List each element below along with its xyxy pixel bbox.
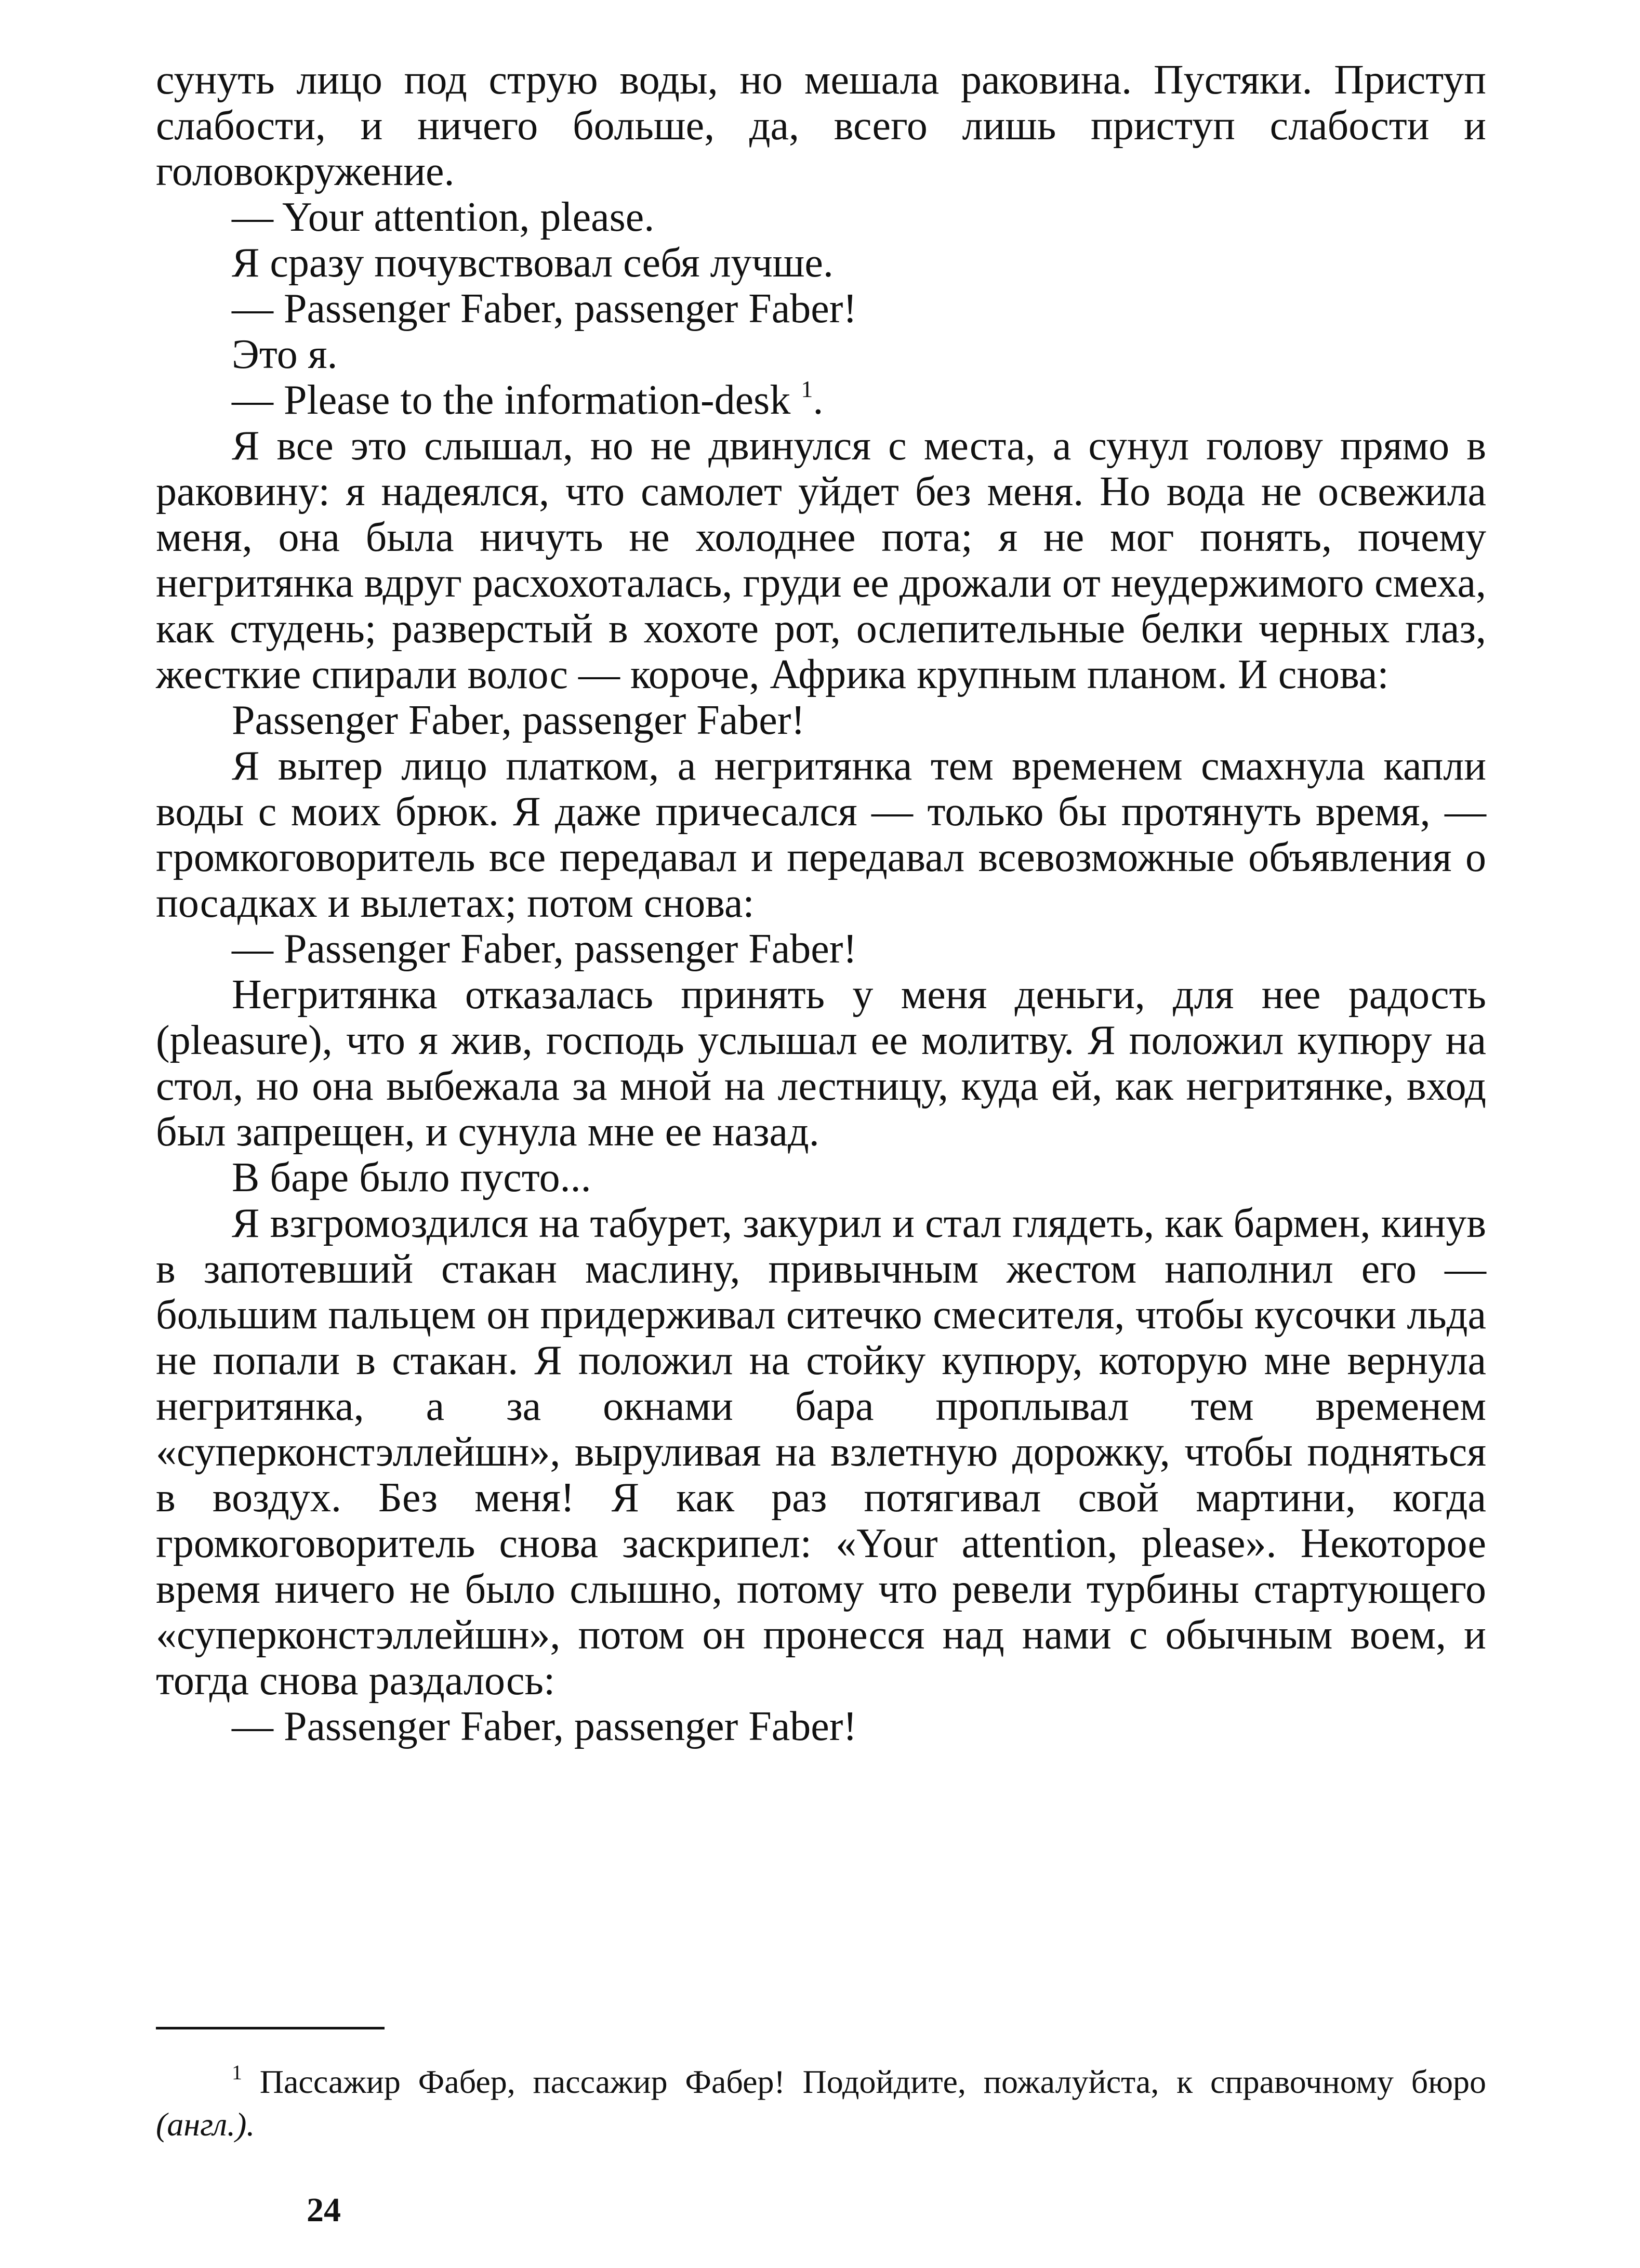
paragraph: Я сразу почувствовал себя лучше. [232,240,834,286]
footnote-text: Пассажир Фабер, пассажир Фабер! Подойдите, пожалуйста, к справочному бюро [259,2063,1487,2100]
paragraph: Я вытер лицо платком, а негритянка тем временем смахнула капли воды с моих брюк. Я даже причесался — только бы протянуть время, — громкоговоритель все передавал и передавал всевозможные объявления о посадках и вылетах; потом снова: [156,743,1486,926]
paragraph: Это я. [232,332,338,377]
paragraph: Я все это слышал, но не двинулся с места, а сунул голову прямо в раковину: я надеялся, что самолет уйдет без меня. Но вода не освежила меня, она была ничуть не холоднее пота; я не мог понять, почему негритянка вдруг расхохоталась, груди ее дрожали от неудержимого смеха, как студень; разверстый в хохоте рот, ослепительные белки черных глаз, жесткие спирали волос — короче, Африка крупным планом. И снова: [156,423,1486,697]
paragraph: Негритянка отказалась принять у меня деньги, для нее радость (pleasure), что я жив, господь услышал ее молитву. Я положил купюру на стол, но она выбежала за мной на лестницу, куда ей, как негритянке, вход был запрещен, и сунула мне ее назад. [156,972,1486,1155]
footnote-divider [156,2027,385,2029]
main-text [156,57,1486,1749]
paragraph: В баре было пусто... [232,1155,591,1201]
paragraph: — Passenger Faber, passenger Faber! [232,1704,857,1749]
paragraph: — Passenger Faber, passenger Faber! [232,926,857,972]
paragraph: Я взгромоздился на табурет, закурил и стал глядеть, как бармен, кинув в запотевший стакан маслину, привычным жестом наполнил его — большим пальцем он придерживал ситечко смесителя, чтобы кусочки льда не попали в стакан. Я положил на стойку купюру, которую мне вернула негритянка, а за окнами бара проплывал тем временем «суперконстэллейшн», выруливая на взлетную дорожку, чтобы подняться в воздух. Без меня! Я как раз потягивал свой мартини, когда громкоговоритель снова заскрипел: «Your attention, please». Некоторое время ничего не было слышно, потому что ревели турбины стартующего «суперконстэллейшн», потом он пронесся над нами с обычным воем, и тогда снова раздалось: [156,1201,1486,1704]
paragraph-text: — Please to the information-desk [232,377,791,423]
page-number: 24 [307,2191,341,2229]
footnote [156,2061,1486,2146]
paragraph: сунуть лицо под струю воды, но мешала раковина. Пустяки. Приступ слабости, и ничего больше, да, всего лишь приступ слабости и головокружение. [156,57,1486,194]
footnote-mark: 1 [232,2061,242,2084]
paragraph-with-footnote-ref [156,377,1486,423]
paragraph-tail: . [813,377,824,423]
paragraph: — Your attention, please. [232,194,655,240]
paragraph: Passenger Faber, passenger Faber! [232,697,805,743]
paragraph: — Passenger Faber, passenger Faber! [232,286,857,332]
footnote-reference: 1 [801,376,813,402]
footnote-language-note: (англ.). [156,2106,255,2143]
